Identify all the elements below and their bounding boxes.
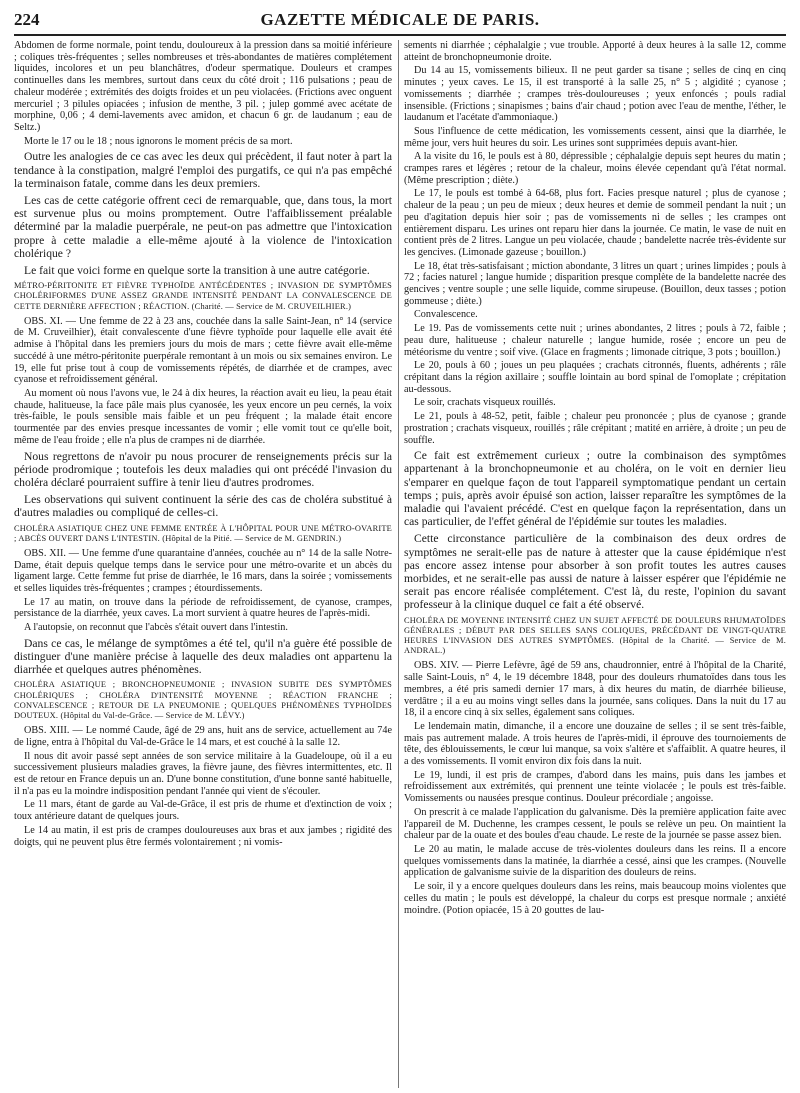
- text-paragraph: Le lendemain matin, dimanche, il a encore une douzaine de selles ; il se sent très-faible, mais pas autrement malade. A trois heures de l'après-midi, il éprouve des tournoiements de tête, des éblouissements, le cœur lui manque, sa voix s'altère et s'affaiblit. A quatre heures, il a des vomissements. Il vomit environ dix fois dans la nuit.: [404, 720, 786, 768]
- text-paragraph: Le 11 mars, étant de garde au Val-de-Grâce, il est pris de rhume et d'extinction de voix ; toux antérieure datant de quelques jours.: [14, 799, 392, 823]
- commentary-paragraph: Le fait que voici forme en quelque sorte la transition à une autre catégorie.: [24, 263, 370, 277]
- text-paragraph: Au moment où nous l'avons vue, le 24 à dix heures, la réaction avait eu lieu, la peau était chaude, halitueuse, la face pâle mais plus cyanosée, les yeux encore un peu cernés, la voix très-faible, le pouls sensible mais faible et un peu fréquent ; la malade était encore tourmentée par des envies presque incessantes de vomir ; elle vomit tout ce qu'elle boit, même de l'eau froide ; elle n'a plus de crampes ni de diarrhée.: [14, 387, 392, 446]
- text-paragraph: Le 21, pouls à 48-52, petit, faible ; chaleur peu prononcée ; plus de cyanose ; grande prostration ; crachats visqueux, rouillés ; râle crépitant ; matité en arrière, à droite ; un peu de souffle.: [404, 411, 786, 446]
- commentary-paragraph: Les observations qui suivent continuent la série des cas de choléra substitué à d'autres maladies ou compliqué de celles-ci.: [14, 493, 392, 520]
- commentary-paragraph: Ce fait est extrêmement curieux ; outre la combinaison des symptômes appartenant à la bronchopneumonie et au choléra, on le voit en dernier lieu s'emparer en quelque façon de tout l'appareil symptomatique pendant un certain temps ; puis, après avoir épuisé son action, laisser reparaître les symptômes de la maladie qui l'avaient précédé. C'est en quelque façon la représentation, dans un cas particulier, de l'effet général de l'épidémie sur toutes les maladies.: [404, 449, 786, 529]
- continued-paragraph: sements ni diarrhée ; céphalalgie ; vue trouble. Apporté à deux heures à la salle 12, comme atteint de bronchopneumonie droite.: [404, 40, 786, 63]
- text-paragraph: Le soir, il y a encore quelques douleurs dans les reins, mais beaucoup moins violentes que celles du matin ; le pouls est développé, la chaleur du corps est presque normale ; anxiété moindre. (Potion opiacée, 15 à 20 gouttes de lau-: [404, 881, 786, 916]
- section-heading: CHOLÉRA ASIATIQUE ; BRONCHOPNEUMONIE ; INVASION SUBITE DES SYMPTÔMES CHOLÉRIQUES ; CHOLÉRA D'INTENSITÉ MOYENNE ; RÉACTION FRANCHE ; CONVALESCENCE ; RETOUR DE LA PNEUMONIE ; QUELQUES PHÉNOMÈNES TYPHOÏDES DOUTEUX. (Hôpital du Val-de-Grâce. — Service de M. LÉVY.): [14, 680, 392, 721]
- text-paragraph: Le 14 au matin, il est pris de crampes douloureuses aux bras et aux jambes ; rigidité des doigts, qui ne peuvent plus être fermés volontairement ; ni vomis-: [14, 824, 392, 848]
- text-paragraph: Convalescence.: [414, 309, 478, 321]
- text-paragraph: Le 20, pouls à 60 ; joues un peu plaquées ; crachats citronnés, fluents, adhérents ; râle crépitant dans la région axillaire ; souffle lointain au bord spinal de l'omoplate ; crépitation au-dessous.: [404, 360, 786, 395]
- text-paragraph: Le 19, lundi, il est pris de crampes, d'abord dans les mains, puis dans les jambes et refroidissement aux extrémités, qui prennent une teinte violacée ; le pouls est très-faible. Vomissements ou nausées presque continus. Douleur précordiale ; angoisse.: [404, 769, 786, 805]
- commentary-paragraph: Dans ce cas, le mélange de symptômes a été tel, qu'il n'a guère été possible de distinguer d'une manière précise à laquelle des deux maladies ont appartenu la diarrhée et quelques autres phénomènes.: [14, 636, 392, 677]
- text-paragraph: Le 18, état très-satisfaisant ; miction abondante, 3 litres un quart ; urines limpides ; pouls à 72 ; facies naturel ; langue humide ; disparition presque complète de la bandelette nacrée des gencives ; ventre souple ; une selle liquide, comme sirupeuse. (Bouillon, deux tasses ; potion gommeuse ; diète.): [404, 260, 786, 307]
- text-paragraph: Le 17, le pouls est tombé à 64-68, plus fort. Facies presque naturel ; plus de cyanose ; chaleur de la peau ; un peu de mieux ; deux heures et demie de sommeil pendant la nuit ; un peu d'agitation depuis hier soir ; pas de vomissements ni de selles ; les crampes ont entièrement disparu. Les urines ont reparu hier dans la journée. Ce matin, le vase de nuit en contient près de 2 litres. Langue un peu violacée, chaude ; bandelette nacrée très-évidente sur les gencives. (Limonade gazeuse ; bouillon.): [404, 188, 786, 258]
- commentary-paragraph: Nous regrettons de n'avoir pu nous procurer de renseignements précis sur la période prodromique ; toutefois les deux maladies qui ont précédé l'invasion du choléra déclaré pourraient suffire à tenir lieu d'autres prodromes.: [14, 449, 392, 489]
- text-paragraph: On prescrit à ce malade l'application du galvanisme. Dès la première application faite avec l'appareil de M. Duchenne, les crampes cessent, le pouls se relève un peu. On maintient la chaleur par de la ouate et des boules d'eau chaude. Le reste de la journée se passe assez bien.: [404, 806, 786, 842]
- text-paragraph: Le soir, crachats visqueux rouillés.: [414, 397, 556, 409]
- left-text-column: [14, 40, 392, 1090]
- column-divider: [398, 40, 399, 1088]
- page-number: 224: [14, 10, 40, 29]
- text-paragraph: Le 17 au matin, on trouve dans la période de refroidissement, de cyanose, crampes, persistance de la diarrhée, yeux caves. La mort survient à quatre heures de l'après-midi.: [14, 596, 392, 620]
- text-paragraph: OBS. XIV. — Pierre Lefèvre, âgé de 59 ans, chaudronnier, entré à l'hôpital de la Charité, salle Saint-Louis, n° 4, le 19 décembre 1848, pour des douleurs rhumatoïdes dans tous les membres, a été pris samedi dernier 17 mars, à dix heures du matin, de diarrhée bilieuse, verdâtre ; il a eu au moins vingt selles dans la journée, sans coliques. Dans la nuit du 17 au 18, il a encore cinq à six selles, également sans coliques.: [404, 660, 786, 719]
- continued-paragraph: Abdomen de forme normale, point tendu, douloureux à la pression dans sa moitié inférieure ; coliques très-fréquentes ; selles nombreuses et très-abondantes de matières complétement liquides, incolores et un peu blanchâtres, d'odeur spermatique. Douleurs et crampes continuelles dans les membres, surtout dans ceux du côté droit ; 116 pulsations ; peau de chaleur modérée ; extrémités des doigts froides et un peu violacées. (Frictions avec onguent mercuriel ; 3 pilules opiacées ; infusion de menthe, 3 pil. ; julep gommé avec acétate de morphine, 0,06 ; 4 demi-lavements avec amidon, et chacun 6 gr. de laudanum ; eau de Seltz.): [14, 40, 392, 133]
- page-header: [14, 10, 786, 36]
- text-paragraph: A la visite du 16, le pouls est à 80, dépressible ; céphalalgie depuis sept heures du matin ; crampes rares et légères ; retour de la chaleur, moins élevée cependant qu'à l'état normal. (Même prescription ; diète.): [404, 151, 786, 186]
- text-paragraph: A l'autopsie, on reconnut que l'abcès s'était ouvert dans l'intestin.: [24, 622, 288, 634]
- section-heading: CHOLÉRA ASIATIQUE CHEZ UNE FEMME ENTRÉE À L'HÔPITAL POUR UNE MÉTRO-OVARITE ; ABCÈS OUVERT DANS L'INTESTIN. (Hôpital de la Pitié. — Service de M. GENDRIN.): [14, 523, 392, 543]
- commentary-paragraph: Outre les analogies de ce cas avec les deux qui précèdent, il faut noter à part la tendance à la constipation, malgré l'emploi des purgatifs, ce qui n'a pas empêché la terminaison fatale, comme dans les deux premiers.: [14, 150, 392, 190]
- section-heading: CHOLÉRA DE MOYENNE INTENSITÉ CHEZ UN SUJET AFFECTÉ DE DOULEURS RHUMATOÏDES GÉNÉRALES ; DÉBUT PAR DES SELLES SANS COLIQUES, PRÉCÉDANT DE VINGT-QUATRE HEURES L'INVASION DES AUTRES SYMPTÔMES. (Hôpital de la Charité. — Service de M. ANDRAL.): [404, 615, 786, 656]
- journal-title: GAZETTE MÉDICALE DE PARIS.: [260, 10, 540, 29]
- text-paragraph: OBS. XII. — Une femme d'une quarantaine d'années, couchée au n° 14 de la salle Notre-Dame, était depuis quelque temps dans le service pour une métro-ovarite et un abcès du ligament large. Cette femme fut prise de diarrhée, le 16 mars, dans la soirée ; vomissements et selles liquides très-fréquentes ; crampes ; étourdissements.: [14, 547, 392, 595]
- text-paragraph: OBS. XIII. — Le nommé Caude, âgé de 29 ans, huit ans de service, actuellement au 74e de ligne, entra à l'hôpital du Val-de-Grâce le 14 mars, et est couché à la salle 12.: [14, 725, 392, 748]
- commentary-paragraph: Cette circonstance particulière de la combinaison des deux ordres de symptômes ne serait-elle pas de nature à attester que la cause épidémique n'est pas encore assez intense pour absorber à son profit toutes les autres causes morbides, et ne serait-elle pas aussi de nature à laisser espérer que l'épidémie ne serait pas encore réalisée complétement. C'est là, du reste, l'opinion du savant professeur à la clinique duquel ce fait a été observé.: [404, 532, 786, 612]
- text-paragraph: Il nous dit avoir passé sept années de son service militaire à la Guadeloupe, où il a eu successivement plusieurs maladies graves, la fièvre jaune, des fièvres intermittentes, etc. Il est de retour en France depuis un an. D'une bonne constitution, d'une bonne santé habituelle, il n'a pas eu la moindre indisposition pendant l'année qui vient de s'écouler.: [14, 750, 392, 797]
- text-paragraph: Du 14 au 15, vomissements bilieux. Il ne peut garder sa tisane ; selles de cinq en cinq minutes ; yeux caves. Le 15, il est transporté à la salle 25, n° 5 ; algidité ; cyanose ; vomissements ; diarrhée ; crampes très-douloureuses ; yeux enfoncés ; pouls radial insensible. (Frictions ; sinapismes ; bains d'air chaud ; potion avec l'eau de menthe, l'éther, le laudanum et l'acétate d'ammoniaque.): [404, 65, 786, 124]
- text-paragraph: OBS. XI. — Une femme de 22 à 23 ans, couchée dans la salle Saint-Jean, n° 14 (service de M. Cruveilhier), était convalescente d'une fièvre typhoïde pour laquelle elle avait été admise à l'hôpital dans les premiers jours du mois de mars ; cette fièvre avait elle-même succédé à une métro-péritonite puerpérale remontant à un mois ou six semaines environ. Le 19, elle fut prise tout à coup de vomissements répétés, de diarrhée et de crampes, avec cyanose et refroidissement général.: [14, 315, 392, 386]
- text-paragraph: Sous l'influence de cette médication, les vomissements cessent, ainsi que la diarrhée, le même jour, vers huit heures du soir. Les urines sont supprimées depuis avant-hier.: [404, 125, 786, 149]
- text-paragraph: Morte le 17 ou le 18 ; nous ignorons le moment précis de sa mort.: [24, 135, 293, 147]
- right-text-column: [404, 40, 786, 1090]
- section-heading: MÉTRO-PÉRITONITE ET FIÈVRE TYPHOÏDE ANTÉCÉDENTES ; INVASION DE SYMPTÔMES CHOLÉRIFORMES D'UNE ASSEZ GRANDE INTENSITÉ PENDANT LA CONVALESCENCE DE CETTE DERNIÈRE AFFECTION ; RÉACTION. (Charité. — Service de M. CRUVEILHIER.): [14, 281, 392, 311]
- text-paragraph: Le 20 au matin, le malade accuse de très-violentes douleurs dans les reins. Il a encore quelques vomissements dans la matinée, la diarrhée a cessé, ainsi que les crampes. (Nouvelle application de galvanisme suivie de la disparition des douleurs de reins.: [404, 844, 786, 879]
- commentary-paragraph: Les cas de cette catégorie offrent ceci de remarquable, que, dans tous, la mort est survenue plus ou moins promptement. Outre l'affaiblissement préalable déterminé par la maladie puerpérale, ne peut-on pas admettre que l'intoxication propre à cette maladie a elle-même ajouté à la violence de l'intoxication cholérique ?: [14, 193, 392, 260]
- text-paragraph: Le 19. Pas de vomissements cette nuit ; urines abondantes, 2 litres ; pouls à 72, faible ; peau dure, halitueuse ; chaleur naturelle ; langue humide, rosée ; encore un peu de météorisme du ventre ; soif vive. (Glace en fragments ; limonade citrique, 3 pots ; bouillon.): [404, 323, 786, 358]
